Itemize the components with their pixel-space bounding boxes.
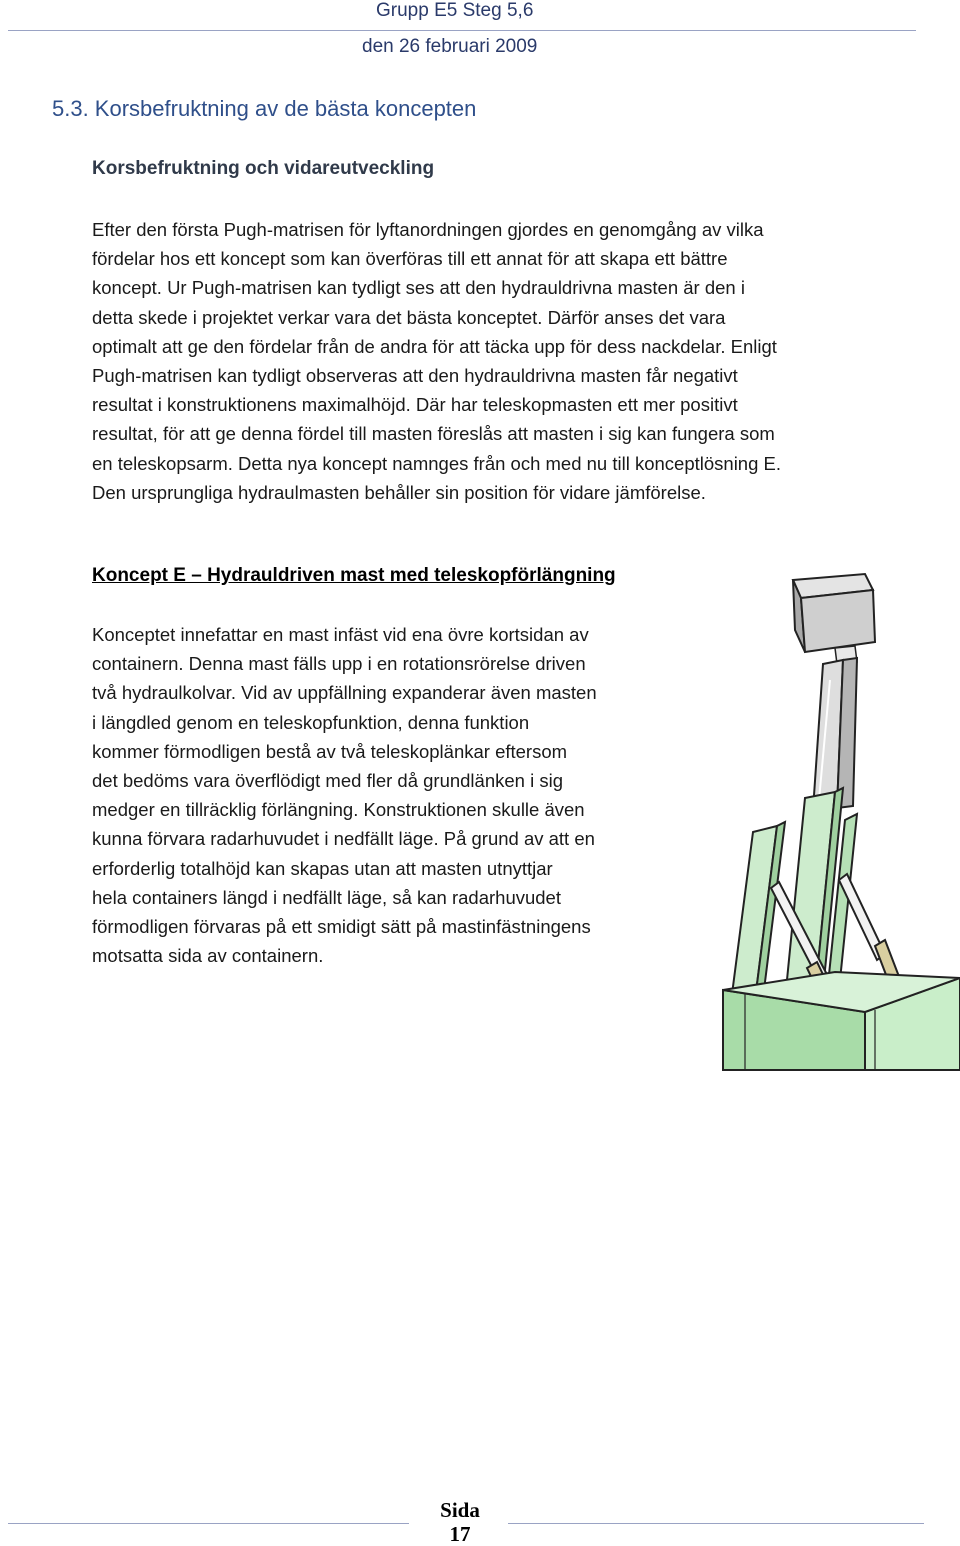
mast-illustration [715,570,960,1075]
concept-line: motsatta sida av containern. [92,945,324,967]
concept-line: Konceptet innefattar en mast infäst vid ena övre kortsidan av [92,624,589,645]
concept-line: förmodligen förvaras på ett smidigt sätt på mastinfästningens [92,916,591,938]
intro-line: resultat, för att ge denna fördel till masten föreslås att masten i sig kan fungera som [92,423,775,445]
intro-line: en teleskopsarm. Detta nya koncept namnges från och med nu till konceptlösning E. [92,452,781,474]
intro-line: resultat i konstruktionens maximalhöjd. Där har teleskopmasten ett mer positivt [92,394,738,416]
intro-line: detta skede i projektet verkar vara det bästa konceptet. Därför anses det vara [92,306,726,328]
intro-line: koncept. Ur Pugh-matrisen kan tydligt ses att den hydrauldrivna masten är den i [92,277,745,299]
section-heading: 5.3. Korsbefruktning av de bästa koncepten [52,96,477,121]
telescopic-mast [813,658,857,810]
footer-rule-left [8,1523,409,1524]
container [723,972,960,1070]
concept-line: medger en tillräcklig förlängning. Konstruktionen skulle även [92,799,585,821]
header-date: den 26 februari 2009 [362,36,538,57]
concept-line: kommer förmodligen bestå av två teleskoplänkar eftersom [92,740,568,762]
concept-line: det bedöms vara överflödigt med fler då grundlänken i sig [92,770,563,792]
concept-line: erforderlig totalhöjd kan skapas utan att masten utnyttjar [92,857,553,879]
concept-line: i längdled genom en teleskopfunktion, denna funktion [92,711,530,733]
intro-line: fördelar hos ett koncept som kan överföras till ett annat för att skapa ett bättre [92,248,728,270]
page-value: 17 [449,1522,471,1546]
concept-line: kunna förvara radarhuvudet i nedfällt läge. På grund av att en [92,828,595,850]
header-rule [8,30,916,31]
concept-line: containern. Denna mast fälls upp i en rotationsrörelse driven [92,653,586,675]
footer-rule-right [508,1523,924,1524]
sub-heading: Korsbefruktning och vidareutveckling [92,158,435,179]
header-group: Grupp E5 Steg 5,6 [376,0,534,21]
concept-paragraph [92,620,702,970]
intro-line: optimalt att ge den fördelar från de andra för att täcka upp för dess nackdelar. Enligt [92,335,777,357]
radar-head [793,574,875,664]
intro-paragraph [92,215,907,507]
intro-line: Efter den första Pugh-matrisen för lyftanordningen gjordes en genomgång av vilka [92,219,764,240]
intro-line: Den ursprungliga hydraulmasten behåller sin position för vidare jämförelse. [92,481,706,503]
page-number [420,1498,500,1546]
concept-line: hela containers längd i nedfällt läge, så kan radarhuvudet [92,886,561,908]
page-label: Sida [440,1498,480,1522]
concept-heading: Koncept E – Hydrauldriven mast med teleskopförlängning [92,565,616,586]
intro-line: Pugh-matrisen kan tydligt observeras att den hydrauldrivna masten får negativt [92,365,738,387]
concept-line: två hydraulkolvar. Vid av uppfällning expanderar även masten [92,682,597,704]
mast-base [731,788,857,1002]
